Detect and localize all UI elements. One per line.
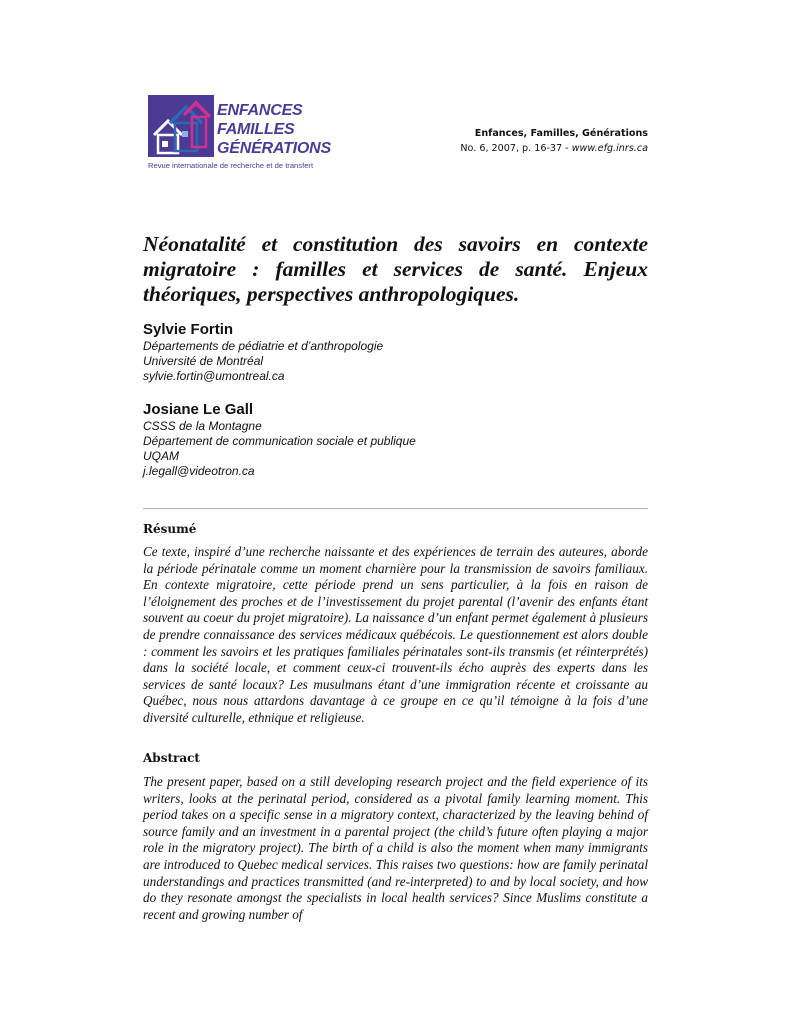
journal-logo — [148, 95, 348, 175]
author-email[interactable]: j.legall@videotron.ca — [143, 464, 255, 478]
author-block-1 — [143, 321, 383, 384]
logo-line-1: ENFANCES — [217, 102, 303, 119]
logo-line-2: FAMILLES — [217, 121, 295, 138]
author-block-2 — [143, 401, 416, 479]
house-family-logo-icon — [148, 95, 214, 157]
author-name: Sylvie Fortin — [143, 321, 234, 338]
journal-name: Enfances, Familles, Générations — [474, 128, 648, 139]
abstract-heading: Abstract — [143, 751, 200, 765]
author-affiliation: Département de communication sociale et publique — [143, 434, 416, 448]
resume-text: Ce texte, inspiré d’une recherche naissante et des expériences de terrain des auteures, aborde la période périnatale comme un moment charnière pour la transmission de savoirs familiaux. En contexte migratoire, cette période prend un sens particulier, à la fois en raison de l’éloignement des proches et de l’investissement du projet parental (l’avenir des enfants étant souvent au coeur du projet migratoire). La naissance d’un enfant permet également à plusieurs de prendre connaissance des services médicaux québécois. Le questionnement est alors double : comment les savoirs et les pratiques familiales périnatales sont-ils transmis (et réinterprétés) dans la société locale, et comment ceux-ci trouvent-ils écho auprès des experts dans les services de santé locaux? Les musulmans étant d’une immigration récente et croissante au Québec, nous nous attardons davantage à ce groupe en ce qu’il témoigne à la fois d’une diversité culturelle, ethnique et religieuse. — [143, 544, 648, 725]
author-affiliation: CSSS de la Montagne — [143, 419, 262, 433]
journal-issue: No. 6, 2007, p. 16-37 - — [460, 143, 569, 154]
logo-tagline: Revue internationale de recherche et de transfert — [148, 161, 314, 170]
author-affiliation: Départements de pédiatrie et d’anthropologie — [143, 339, 384, 353]
journal-issue-line — [460, 141, 648, 156]
journal-reference — [460, 126, 648, 156]
section-divider — [143, 508, 648, 509]
resume-heading: Résumé — [143, 522, 197, 536]
author-name: Josiane Le Gall — [143, 401, 254, 418]
author-affiliation: Université de Montréal — [143, 354, 264, 368]
abstract-text: The present paper, based on a still developing research project and the field experience of its writers, looks at the perinatal period, considered as a pivotal family learning moment. This period takes on a specific sense in a migratory context, characterized by the leaving behind of source family and an investment in a parental project (the child’s future often playing a major role in the migratory project). The birth of a child is also the moment when many immigrants are introduced to Quebec medical services. This raises two questions: how are family perinatal understandings and practices transmitted (and re-interpreted) to and by local society, and how do they resonate amongst the specialists in local health services? Since Muslims constitute a recent and growing number of — [143, 774, 648, 922]
author-affiliation: UQAM — [143, 449, 179, 463]
logo-wordmark — [217, 101, 331, 158]
author-email[interactable]: sylvie.fortin@umontreal.ca — [143, 369, 285, 383]
article-title: Néonatalité et constitution des savoirs en contexte migratoire : familles et services de santé. Enjeux théoriques, perspectives anthropologiques. — [143, 232, 648, 306]
logo-line-3: GÉNÉRATIONS — [217, 140, 331, 157]
journal-url[interactable]: www.efg.inrs.ca — [571, 143, 648, 154]
